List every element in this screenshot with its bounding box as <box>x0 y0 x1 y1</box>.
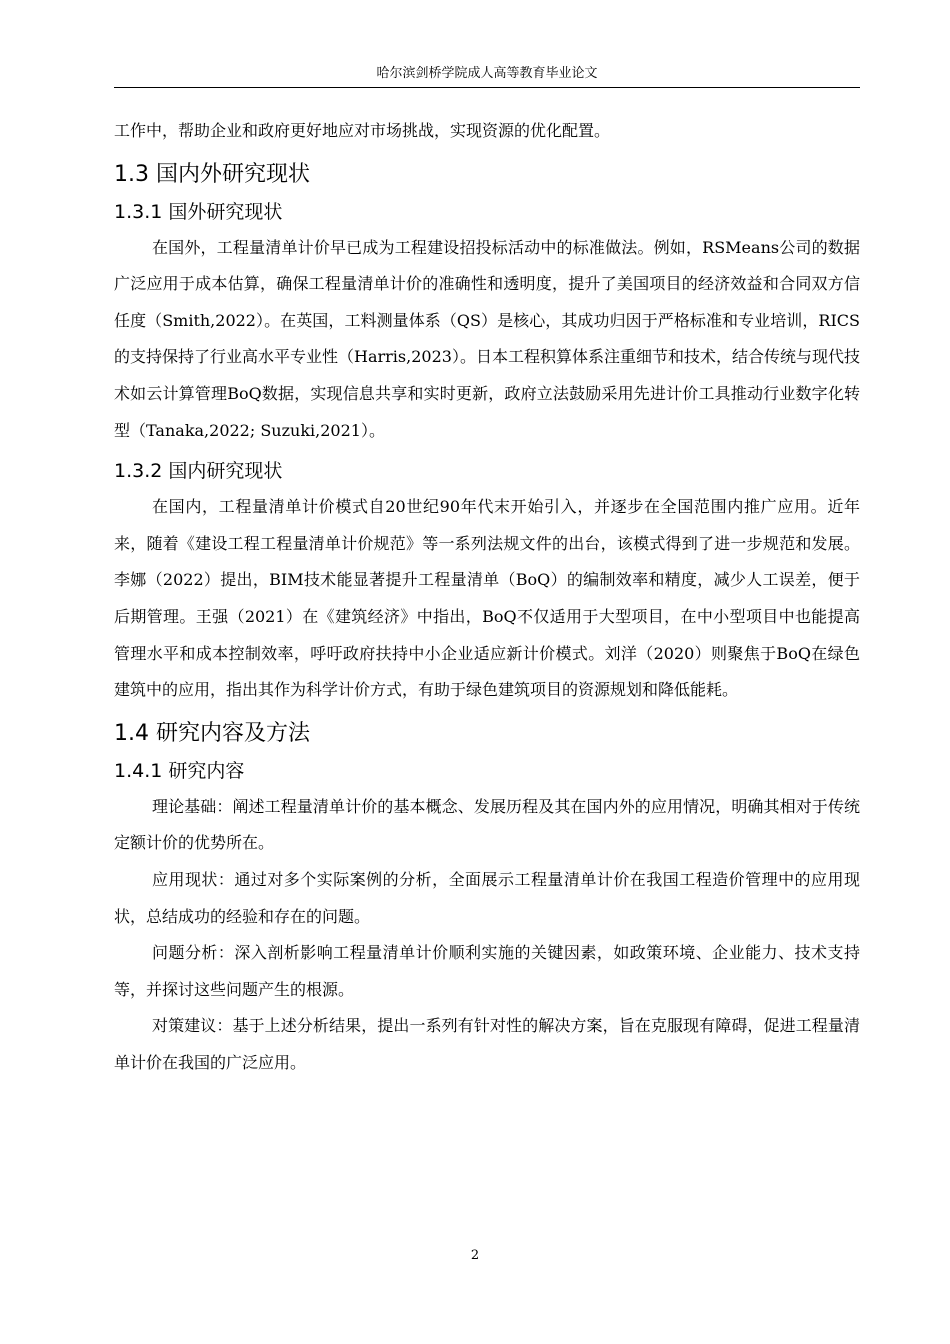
paragraph-problem-analysis: 问题分析：深入剖析影响工程量清单计价顺利实施的关键因素，如政策环境、企业能力、技术支持等，并探讨这些问题产生的根源。 <box>114 943 860 999</box>
page-number: 2 <box>470 1248 480 1263</box>
header-divider <box>114 87 860 88</box>
paragraph-countermeasures: 对策建议：基于上述分析结果，提出一系列有针对性的解决方案，旨在克服现有障碍，促进工程量清单计价在我国的广泛应用。 <box>114 1016 860 1072</box>
paragraph-continuation: 工作中，帮助企业和政府更好地应对市场挑战，实现资源的优化配置。 <box>114 121 611 140</box>
subsection-heading-1-3-2: 1.3.2 国内研究现状 <box>114 460 283 483</box>
section-heading-1-4: 1.4 研究内容及方法 <box>114 720 310 746</box>
subsection-heading-1-3-1: 1.3.1 国外研究现状 <box>114 200 283 223</box>
paragraph-domestic-research: 在国内，工程量清单计价模式自20世纪90年代末开始引入，并逐步在全国范围内推广应用。近年来，随着《建设工程工程量清单计价规范》等一系列法规文件的出台，该模式得到了进一步规范和发展。李娜（2022）提出，BIM技术能显著提升工程量清单（BoQ）的编制效率和精度，减少人工误差，便于后期管理。王强（2021）在《建筑经济》中指出，BoQ不仅适用于大型项目，在中小型项目中也能提高管理水平和成本控制效率，呼吁政府扶持中小企业适应新计价模式。刘洋（2020）则聚焦于BoQ在绿色建筑中的应用，指出其作为科学计价方式，有助于绿色建筑项目的资源规划和降低能耗。 <box>114 497 860 700</box>
paragraph-application-status: 应用现状：通过对多个实际案例的分析，全面展示工程量清单计价在我国工程造价管理中的应用现状，总结成功的经验和存在的问题。 <box>114 869 860 926</box>
paragraph-foreign-research: 在国外，工程量清单计价早已成为工程建设招投标活动中的标准做法。例如，RSMeans公司的数据广泛应用于成本估算，确保工程量清单计价的准确性和透明度，提升了美国项目的经济效益和合同双方信任度（Smith,2022）。在英国，工料测量体系（QS）是核心，其成功归因于严格标准和专业培训，RICS的支持保持了行业高水平专业性（Harris,2023）。日本工程积算体系注重细节和技术，结合传统与现代技术如云计算管理BoQ数据，实现信息共享和实时更新，政府立法鼓励采用先进计价工具推动行业数字化转型（Tanaka,2022; Suzuki,2021）。 <box>114 237 860 440</box>
section-heading-1-3: 1.3 国内外研究现状 <box>114 161 310 187</box>
page-body <box>114 113 860 1081</box>
subsection-heading-1-4-1: 1.4.1 研究内容 <box>114 759 245 782</box>
page-header-title: 哈尔滨剑桥学院成人高等教育毕业论文 <box>376 66 598 81</box>
paragraph-theory-basis: 理论基础：阐述工程量清单计价的基本概念、发展历程及其在国内外的应用情况，明确其相对于传统定额计价的优势所在。 <box>114 796 860 853</box>
